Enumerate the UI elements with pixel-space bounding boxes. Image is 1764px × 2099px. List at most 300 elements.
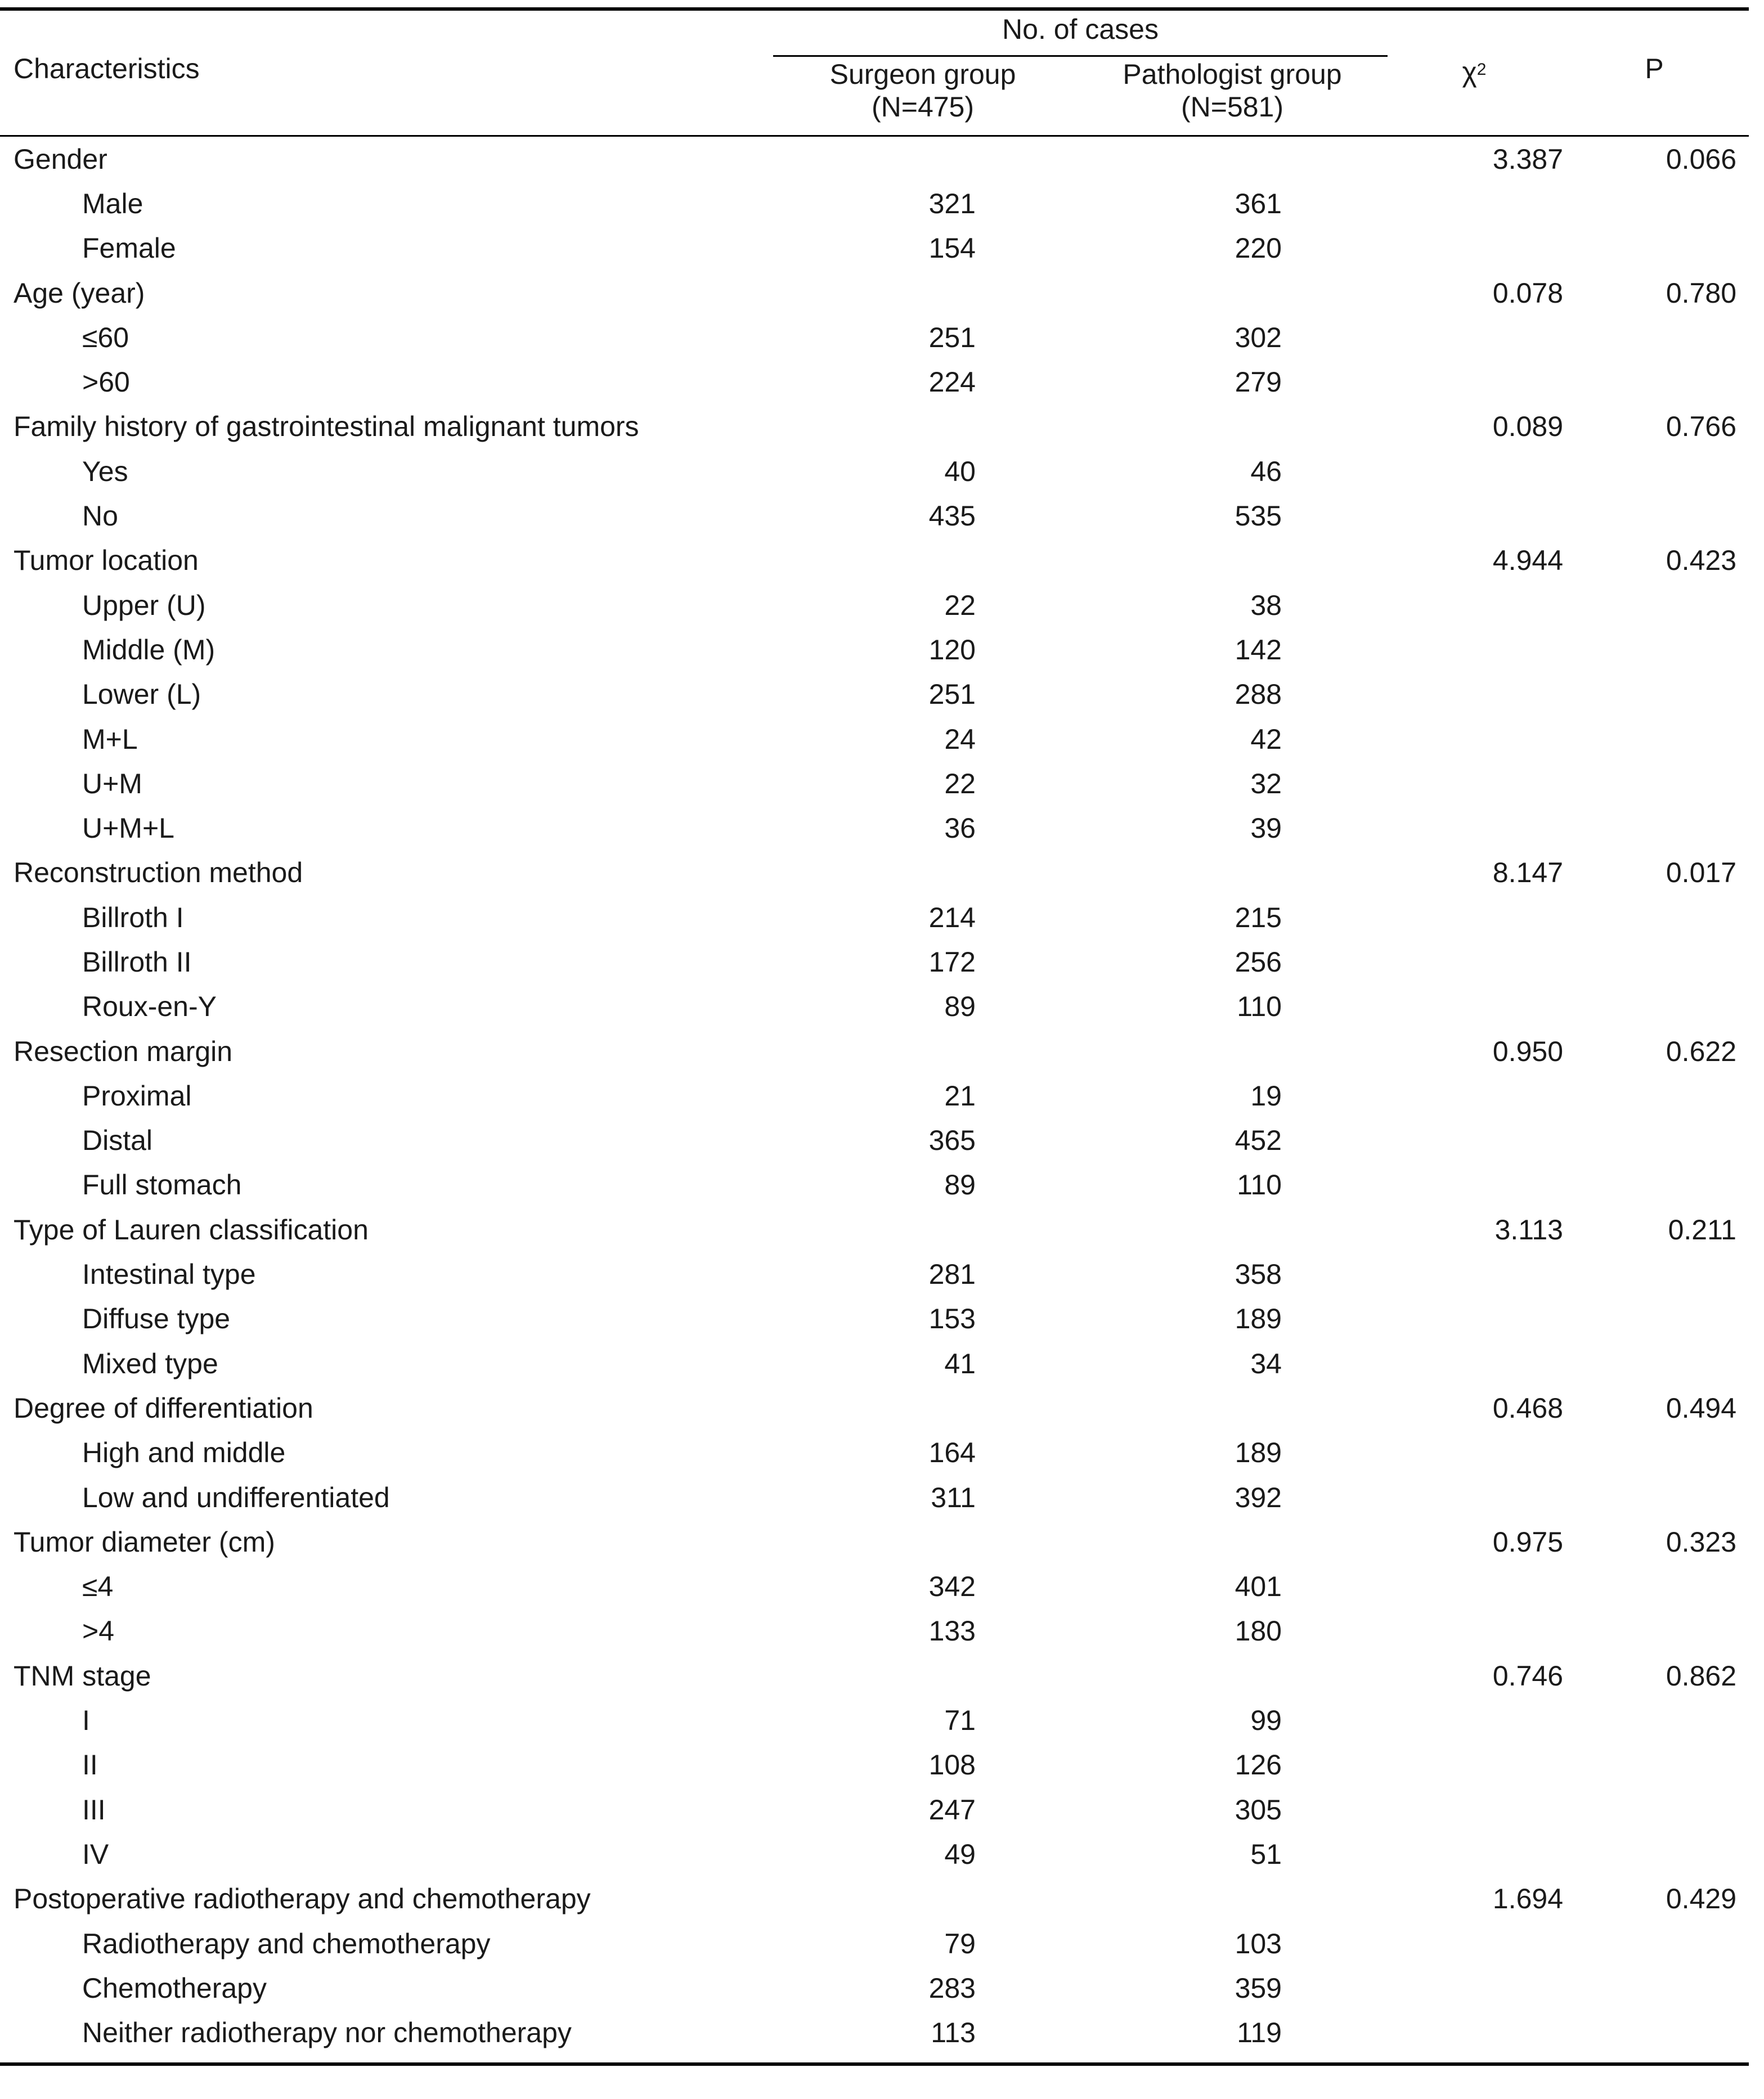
spacer [1736,1653,1762,1698]
spacer [976,672,1164,717]
pathologist-count: 288 [1235,678,1282,711]
spacer [1282,1609,1445,1653]
p-value [1619,1341,1736,1386]
row-label: IV [82,1838,109,1870]
spacer [1736,717,1762,761]
p-value: 0.429 [1666,1883,1736,1915]
spacer [1282,1207,1445,1252]
chi-square-value [1445,1163,1563,1207]
surgeon-count: 24 [944,723,976,755]
spacer [1563,583,1619,627]
row-label: Chemotherapy [82,1972,267,2004]
p-value [1619,1832,1736,1876]
pathologist-count: 305 [1235,1794,1282,1826]
table-row-subitem [0,315,1762,359]
p-value: 0.780 [1666,277,1736,309]
chi-square-value: 0.975 [1492,1526,1563,1558]
spacer [976,1921,1164,1966]
header-no-of-cases: No. of cases [1002,14,1159,45]
row-label: Yes [82,455,128,487]
spacer [1736,851,1762,895]
table-row-subitem [0,1297,1762,1341]
pathologist-count [1164,538,1282,583]
spacer [976,1565,1164,1609]
p-value [1619,1431,1736,1475]
row-label: Male [82,187,143,219]
p-value [1619,761,1736,806]
pathologist-count [1164,137,1282,181]
chi-square-value: 3.387 [1492,143,1563,175]
p-value [1619,895,1736,940]
spacer [1282,1653,1445,1698]
spacer [976,985,1164,1029]
spacer [1563,1877,1619,1921]
p-value: 0.017 [1666,857,1736,889]
surgeon-count [858,271,976,315]
p-value [1619,2010,1736,2055]
spacer [1282,895,1445,940]
spacer [1282,315,1445,359]
surgeon-count: 113 [931,2017,976,2049]
spacer [1282,1832,1445,1876]
pathologist-count [1164,851,1282,895]
spacer [976,1743,1164,1787]
spacer [1282,1297,1445,1341]
row-label: Middle (M) [82,633,216,666]
table-row-subitem [0,583,1762,627]
pathologist-count: 256 [1235,946,1282,978]
spacer [1282,359,1445,404]
row-label: ≤4 [82,1571,114,1603]
spacer [1563,1520,1619,1564]
pathologist-count: 38 [1250,589,1282,621]
row-label: Age (year) [14,277,145,309]
table-row-subitem [0,940,1762,984]
header-surgeon-n: (N=475) [871,91,975,123]
spacer [976,1073,1164,1118]
p-value [1619,1297,1736,1341]
spacer [1282,1565,1445,1609]
chi-square-value [1445,806,1563,850]
table-row-category [0,538,1762,583]
table-row-subitem [0,627,1762,672]
table-row-subitem [0,1966,1762,2010]
spacer [976,271,1164,315]
surgeon-count: 224 [928,366,976,398]
header-p: P [1645,53,1664,84]
pathologist-count: 19 [1250,1080,1282,1112]
spacer [1563,137,1619,181]
row-label: Roux-en-Y [82,991,217,1023]
spacer [1736,1609,1762,1653]
table-row-subitem [0,226,1762,271]
pathologist-count: 220 [1235,232,1282,264]
table-row-category [0,1207,1762,1252]
row-label: II [82,1749,98,1781]
surgeon-count: 49 [944,1838,976,1870]
spacer [1736,271,1762,315]
chi-square-value [1445,1431,1563,1475]
table-row-subitem [0,181,1762,226]
row-label: Type of Lauren classification [14,1213,369,1246]
surgeon-count [858,137,976,181]
chi-square-value [1445,895,1563,940]
row-label: Proximal [82,1080,192,1112]
spacer [976,2010,1164,2055]
spacer [1282,851,1445,895]
surgeon-count: 89 [944,1169,976,1201]
surgeon-count: 311 [931,1481,976,1513]
spacer [1736,181,1762,226]
pathologist-count: 535 [1235,500,1282,532]
spacer [1736,1029,1762,1073]
spacer [1736,1297,1762,1341]
chi-square-value: 0.950 [1492,1035,1563,1067]
chi-square-value [1445,985,1563,1029]
spacer [1563,1163,1619,1207]
p-value [1619,1118,1736,1163]
spacer [976,449,1164,493]
p-value [1619,717,1736,761]
p-value [1619,1252,1736,1296]
row-label: Intestinal type [82,1258,256,1291]
table-row-category [0,1520,1762,1564]
pathologist-count: 401 [1235,1571,1282,1603]
spacer [1282,1787,1445,1832]
spacer [1282,271,1445,315]
spacer [976,1787,1164,1832]
table-row-subitem [0,1341,1762,1386]
row-label: Upper (U) [82,589,206,621]
table-row-category [0,1386,1762,1430]
spacer [976,1252,1164,1296]
p-value [1619,1609,1736,1653]
spacer [976,1966,1164,2010]
spacer [976,1698,1164,1742]
chi-square-value: 0.746 [1492,1660,1563,1692]
pathologist-count: 119 [1237,2017,1282,2049]
pathologist-count: 359 [1235,1972,1282,2004]
pathologist-count: 180 [1235,1615,1282,1647]
chi-square-value: 8.147 [1492,857,1563,889]
spacer [1282,1877,1445,1921]
surgeon-count [858,1877,976,1921]
chi-square-value [1445,1966,1563,2010]
top-rule [0,7,1749,11]
spacer [976,1386,1164,1430]
spacer [976,583,1164,627]
p-value [1619,940,1736,984]
chi-symbol: χ [1462,56,1477,88]
spacer [1282,940,1445,984]
spacer [1282,538,1445,583]
spacer [1563,1653,1619,1698]
chi-square-value [1445,583,1563,627]
row-label: Gender [14,143,107,175]
p-value [1619,315,1736,359]
spacer [1736,449,1762,493]
row-label: Billroth II [82,946,192,978]
row-label: Diffuse type [82,1303,231,1335]
chi-square-value [1445,1475,1563,1520]
spacer [976,1475,1164,1520]
spacer [1736,672,1762,717]
chi-square-value [1445,761,1563,806]
p-value [1619,583,1736,627]
chi-square-value [1445,181,1563,226]
chi-square-value: 0.078 [1492,277,1563,309]
chi-square-value [1445,1341,1563,1386]
spacer [1282,1029,1445,1073]
spacer [976,1207,1164,1252]
p-value: 0.494 [1666,1392,1736,1424]
spacer [1282,1698,1445,1742]
surgeon-count [858,1207,976,1252]
chi-square-value: 4.944 [1492,545,1563,577]
spacer [1563,271,1619,315]
chi-square-value: 3.113 [1494,1213,1563,1246]
pathologist-count: 110 [1237,1169,1282,1201]
table-row-subitem [0,761,1762,806]
spacer [976,404,1164,449]
spacer [1282,137,1445,181]
spacer [1736,359,1762,404]
spacer [976,1520,1164,1564]
spacer [1563,1073,1619,1118]
row-label: ≤60 [82,321,129,353]
pathologist-count: 361 [1235,187,1282,219]
chi-square-value [1445,226,1563,271]
spacer [976,717,1164,761]
spacer [1563,1386,1619,1430]
surgeon-count: 41 [944,1347,976,1379]
pathologist-count: 189 [1235,1303,1282,1335]
spacer [1563,359,1619,404]
spacer [976,627,1164,672]
chi-square-value: 1.694 [1492,1883,1563,1915]
spacer [1282,1743,1445,1787]
surgeon-count [858,851,976,895]
table-row-subitem [0,1118,1762,1163]
spacer [1736,1787,1762,1832]
chi-square-value [1445,1921,1563,1966]
surgeon-count: 172 [928,946,976,978]
pathologist-count: 302 [1235,321,1282,353]
spacer [1736,1698,1762,1742]
spacer [1736,1877,1762,1921]
p-value [1619,985,1736,1029]
pathologist-count [1164,271,1282,315]
table-rows [0,137,1762,2055]
spacer [1563,806,1619,850]
chi-square-value [1445,493,1563,538]
p-value: 0.622 [1666,1035,1736,1067]
surgeon-count: 283 [928,1972,976,2004]
p-value [1619,627,1736,672]
table-row-category [0,1877,1762,1921]
row-label: Mixed type [82,1347,218,1379]
spacer [976,895,1164,940]
chi-square-value [1445,1297,1563,1341]
spacer [1736,1832,1762,1876]
chi-square-value [1445,627,1563,672]
spacer [1563,1698,1619,1742]
spacer [1563,226,1619,271]
row-label: High and middle [82,1437,286,1469]
table-row-subitem [0,806,1762,850]
table-row-subitem [0,672,1762,717]
spacer [976,761,1164,806]
spacer [1563,1966,1619,2010]
spacer [1282,583,1445,627]
spacer [1282,1921,1445,1966]
surgeon-count: 153 [928,1303,976,1335]
surgeon-count: 214 [928,901,976,933]
p-value [1619,672,1736,717]
table-row-subitem [0,1073,1762,1118]
pathologist-count: 99 [1250,1705,1282,1737]
spacer [1563,1565,1619,1609]
chi-square-value [1445,449,1563,493]
header-characteristics: Characteristics [14,53,200,84]
header-chi-square [1418,56,1530,88]
table-row-subitem [0,985,1762,1029]
spacer [1736,940,1762,984]
chi-superscript: 2 [1476,60,1487,79]
spacer [1736,583,1762,627]
spacer [1736,627,1762,672]
surgeon-count [858,1386,976,1430]
surgeon-count: 108 [928,1749,976,1781]
p-value [1619,1073,1736,1118]
spacer [1736,1207,1762,1252]
spacer [1736,761,1762,806]
spacer [1282,493,1445,538]
row-label: M+L [82,723,138,755]
header-surgeon-group: Surgeon group [829,59,1016,90]
table-row-subitem [0,1832,1762,1876]
pathologist-count: 46 [1250,455,1282,487]
spacer [1563,1787,1619,1832]
spacer [1282,226,1445,271]
p-value [1619,806,1736,850]
chi-square-value [1445,1118,1563,1163]
surgeon-count: 251 [928,678,976,711]
spacer [976,181,1164,226]
header-pathologist-n: (N=581) [1181,91,1284,123]
spacer [1736,1565,1762,1609]
spacer [1563,538,1619,583]
spacer [1736,1386,1762,1430]
spacer [1563,1252,1619,1296]
table-body [0,137,1762,2055]
spacer [1736,806,1762,850]
spacer [1282,1073,1445,1118]
p-value [1619,226,1736,271]
chi-square-value [1445,1787,1563,1832]
spacer [1282,627,1445,672]
surgeon-count: 435 [928,500,976,532]
surgeon-count: 22 [944,589,976,621]
pathologist-count [1164,1386,1282,1430]
p-value: 0.066 [1666,143,1736,175]
spacer [1736,1520,1762,1564]
row-label: Radiotherapy and chemotherapy [82,1927,491,1959]
pathologist-count [1164,1877,1282,1921]
spacer [1736,315,1762,359]
spacer [1282,181,1445,226]
pathologist-count [1164,404,1282,449]
row-label: U+M+L [82,812,174,844]
row-label: Low and undifferentiated [82,1481,390,1513]
spacer [1282,449,1445,493]
row-label: Family history of gastrointestinal malignant tumors [14,411,639,443]
spacer [1563,627,1619,672]
p-value [1619,1698,1736,1742]
row-label: Reconstruction method [14,857,303,889]
surgeon-count: 321 [928,187,976,219]
surgeon-count: 365 [928,1125,976,1157]
row-label: Tumor diameter (cm) [14,1526,275,1558]
p-value [1619,1966,1736,2010]
table-row-subitem [0,2010,1762,2055]
spacer [1563,717,1619,761]
surgeon-count: 36 [944,812,976,844]
table-row-subitem [0,449,1762,493]
pathologist-count: 42 [1250,723,1282,755]
row-label: U+M [82,767,142,799]
spacer [1736,1252,1762,1296]
spacer [1563,1832,1619,1876]
surgeon-count [858,1029,976,1073]
pathologist-count: 103 [1235,1927,1282,1959]
chi-square-value [1445,1565,1563,1609]
p-value [1619,449,1736,493]
spacer [1282,2010,1445,2055]
chi-square-value [1445,2010,1563,2055]
surgeon-count: 120 [928,633,976,666]
pathologist-count: 39 [1250,812,1282,844]
row-label: Lower (L) [82,678,201,711]
spacer [1736,1118,1762,1163]
pathologist-count [1164,1653,1282,1698]
row-label: TNM stage [14,1660,151,1692]
spacer [1736,2010,1762,2055]
row-label: >4 [82,1615,115,1647]
spacer [1563,181,1619,226]
surgeon-count [858,1520,976,1564]
table-row-subitem [0,1252,1762,1296]
spacer [976,1341,1164,1386]
spacer [1563,449,1619,493]
spacer [1282,1118,1445,1163]
spacer [1563,1921,1619,1966]
spacer [1282,1966,1445,2010]
spacer [976,226,1164,271]
spacer [976,1297,1164,1341]
chi-square-value [1445,1698,1563,1742]
row-label: III [82,1794,106,1826]
spacer [1563,851,1619,895]
row-label: Degree of differentiation [14,1392,313,1424]
table-row-subitem [0,1698,1762,1742]
pathologist-count: 189 [1235,1437,1282,1469]
spacer [976,851,1164,895]
table-row-subitem [0,359,1762,404]
surgeon-count [858,538,976,583]
spacer [1563,1118,1619,1163]
surgeon-count: 342 [928,1571,976,1603]
